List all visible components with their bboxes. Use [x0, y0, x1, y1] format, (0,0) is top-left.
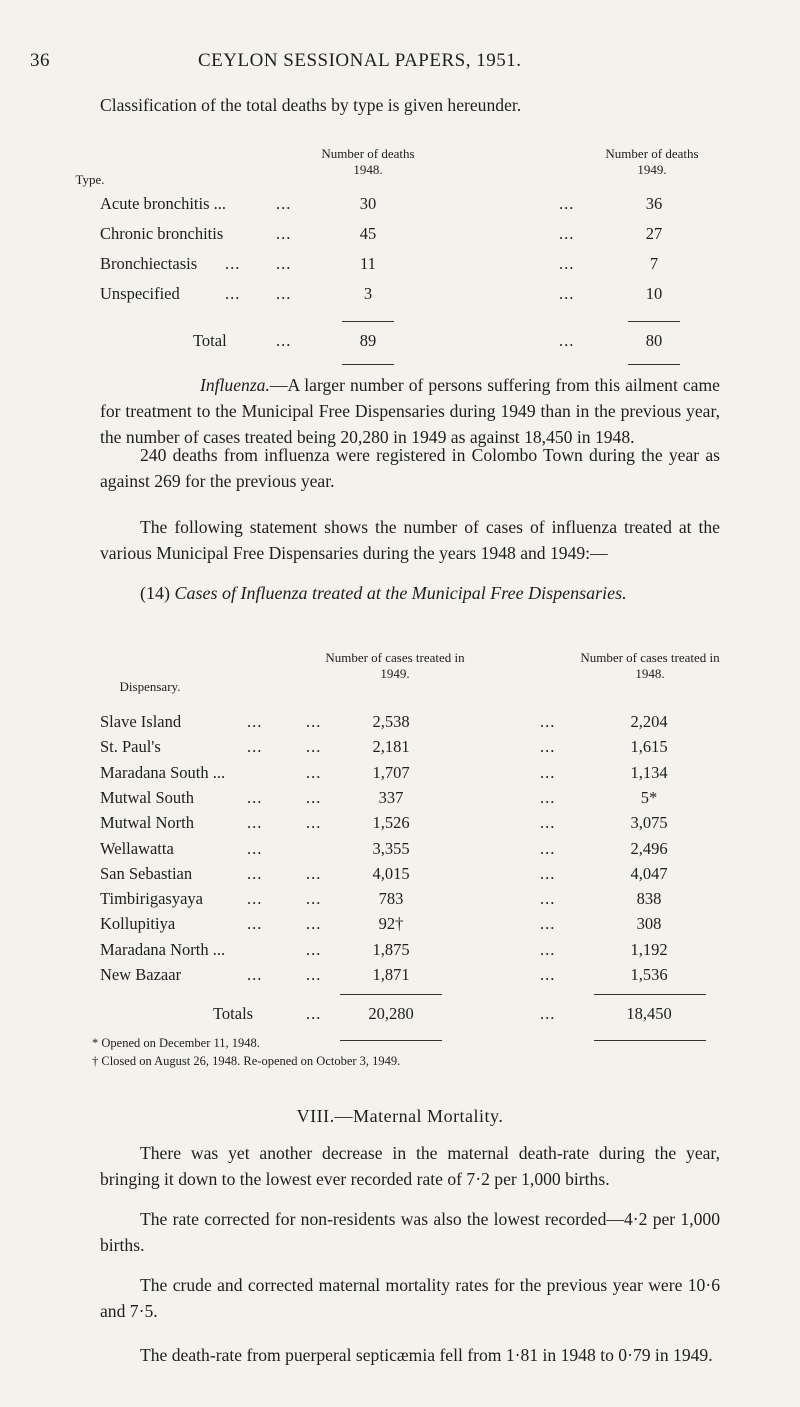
- leader-dots: ...: [306, 737, 322, 757]
- value-col1: 1,526: [372, 813, 410, 833]
- value-col1: 1,707: [372, 762, 410, 782]
- row-label: Maradana North ...: [100, 939, 226, 959]
- subtotal-rule-1948: [342, 321, 394, 322]
- row-label: Kollupitiya: [100, 914, 176, 934]
- statement-paragraph: The following statement shows the number of cases of influenza treated at the various Municipal Free Dispensaries during the years 1948 and 1949:—: [100, 517, 720, 563]
- maternal-paragraph-3: The crude and corrected maternal mortality rates for the previous year were 10·6 and 7·5.: [100, 1275, 720, 1321]
- page-header: [30, 50, 770, 80]
- row-label: Mutwal North: [100, 813, 194, 833]
- col-header-deaths-1948: Number of deaths 1948.: [321, 146, 415, 177]
- table-caption: Cases of Influenza treated at the Municipal Free Dispensaries.: [174, 583, 627, 603]
- value-col1: 4,015: [372, 863, 410, 883]
- col-header-cases-1948: Number of cases treated in 1948.: [580, 650, 720, 681]
- value-col2: 7: [649, 254, 659, 273]
- row-label: Bronchiectasis: [100, 254, 198, 273]
- leader-dots: ...: [540, 787, 556, 807]
- influenza-paragraph-text: —A larger number of persons suffering from this ailment came for treatment to the Municipal Free Dispensaries during 1949 than in the previous year, the number of cases treated being 20,280 in 1949 as against 18,450 in 1948.: [100, 375, 720, 447]
- page-number: 36: [30, 50, 50, 71]
- total-1949: 80: [645, 331, 663, 350]
- row-label: Maradana South ...: [100, 762, 226, 782]
- influenza-paragraph: [100, 372, 720, 450]
- leader-dots: ...: [276, 331, 292, 350]
- row-label: St. Paul's: [100, 737, 161, 757]
- col-header-dispensary: Dispensary.: [119, 679, 181, 694]
- value-col1: 337: [378, 787, 404, 807]
- value-col1: 11: [360, 254, 376, 273]
- value-col2: 2,204: [630, 712, 668, 731]
- leader-dots: ...: [559, 254, 575, 273]
- value-col2: 308: [636, 914, 662, 934]
- leader-dots: ...: [247, 965, 263, 984]
- leader-dots: ...: [276, 194, 292, 213]
- total-rule-1949: [628, 364, 680, 365]
- value-col2: 838: [636, 889, 662, 909]
- value-col1: 3,355: [372, 838, 410, 858]
- total-1948: 89: [359, 331, 377, 350]
- footnote-closed: † Closed on August 26, 1948. Re-opened on October 3, 1949.: [92, 1054, 401, 1068]
- leader-dots: ...: [247, 712, 263, 731]
- col-header-cases-1949: Number of cases treated in 1949.: [325, 650, 465, 681]
- value-col2: 1,615: [630, 737, 668, 757]
- totals-rule-1948: [594, 1040, 706, 1041]
- leader-dots: ...: [540, 914, 556, 934]
- leader-dots: ...: [540, 762, 556, 782]
- leader-dots: ...: [247, 914, 263, 934]
- row-label: San Sebastian: [100, 863, 193, 883]
- leader-dots: ...: [306, 813, 322, 833]
- leader-dots: ...: [306, 787, 322, 807]
- leader-dots: ...: [540, 712, 556, 731]
- leader-dots: ...: [247, 889, 263, 909]
- value-col2: 4,047: [630, 863, 668, 883]
- value-col1: 30: [359, 194, 377, 213]
- value-col2: 36: [645, 194, 663, 213]
- leader-dots: ...: [276, 254, 292, 273]
- section-heading: VIII.—Maternal Mortality.: [296, 1106, 504, 1126]
- totals-1948: 18,450: [626, 1004, 672, 1023]
- col-header-deaths-1949: Number of deaths 1949.: [605, 146, 699, 177]
- leader-dots: ...: [225, 284, 241, 303]
- subtotal-rule-1949: [340, 994, 442, 995]
- leader-dots: ...: [306, 939, 322, 959]
- maternal-paragraph-4: The death-rate from puerperal septicæmia fell from 1·81 in 1948 to 0·79 in 1949.: [140, 1345, 713, 1365]
- row-label: New Bazaar: [100, 965, 182, 984]
- value-col2: 27: [645, 224, 663, 243]
- leader-dots: ...: [247, 787, 263, 807]
- row-label: Timbirigasyaya: [100, 889, 203, 909]
- leader-dots: ...: [276, 224, 292, 243]
- leader-dots: ...: [559, 194, 575, 213]
- row-label: Chronic bronchitis: [100, 224, 224, 243]
- leader-dots: ...: [225, 254, 241, 273]
- leader-dots: ...: [247, 863, 263, 883]
- leader-dots: ...: [306, 889, 322, 909]
- leader-dots: ...: [306, 863, 322, 883]
- leader-dots: ...: [540, 737, 556, 757]
- leader-dots: ...: [276, 284, 292, 303]
- leader-dots: ...: [540, 965, 556, 984]
- row-label: Acute bronchitis ...: [100, 194, 227, 213]
- leader-dots: ...: [306, 712, 322, 731]
- leader-dots: ...: [306, 965, 322, 984]
- leader-dots: ...: [540, 889, 556, 909]
- value-col1: 3: [363, 284, 373, 303]
- value-col1: 1,871: [372, 965, 410, 984]
- leader-dots: ...: [306, 914, 322, 934]
- leader-dots: ...: [306, 1004, 322, 1023]
- table-number: (14): [140, 583, 170, 603]
- value-col1: 1,875: [372, 939, 410, 959]
- totals-rule-1949: [340, 1040, 442, 1041]
- value-col1: 92†: [378, 914, 404, 934]
- intro-paragraph: Classification of the total deaths by type is given hereunder.: [100, 95, 522, 115]
- value-col2: 10: [645, 284, 663, 303]
- totals-label: Totals: [213, 1004, 254, 1023]
- leader-dots: ...: [540, 863, 556, 883]
- leader-dots: ...: [540, 1004, 556, 1023]
- maternal-paragraph-1: There was yet another decrease in the maternal death-rate during the year, bringing it down to the lowest ever recorded rate of 7·2 per 1,000 births.: [100, 1143, 720, 1189]
- total-rule-1948: [342, 364, 394, 365]
- value-col1: 2,181: [372, 737, 410, 757]
- total-label: Total: [193, 331, 227, 350]
- leader-dots: ...: [559, 331, 575, 350]
- leader-dots: ...: [247, 737, 263, 757]
- deaths-paragraph: 240 deaths from influenza were registered in Colombo Town during the year as against 269 for the previous year.: [100, 445, 720, 491]
- subtotal-rule-1948: [594, 994, 706, 995]
- value-col1: 45: [359, 224, 377, 243]
- value-col2: 1,536: [630, 965, 668, 984]
- leader-dots: ...: [559, 224, 575, 243]
- value-col2: 3,075: [630, 813, 668, 833]
- leader-dots: ...: [306, 762, 322, 782]
- row-label: Mutwal South: [100, 787, 194, 807]
- col-header-type: Type.: [75, 172, 105, 187]
- running-title: CEYLON SESSIONAL PAPERS, 1951.: [198, 50, 522, 71]
- leader-dots: ...: [247, 813, 263, 833]
- value-col1: 783: [378, 889, 404, 909]
- leader-dots: ...: [540, 838, 556, 858]
- footnote-opened: * Opened on December 11, 1948.: [92, 1036, 260, 1050]
- influenza-heading: Influenza.: [200, 375, 270, 395]
- leader-dots: ...: [540, 813, 556, 833]
- row-label: Wellawatta: [100, 838, 174, 858]
- leader-dots: ...: [559, 284, 575, 303]
- value-col1: 2,538: [372, 712, 410, 731]
- row-label: Slave Island: [100, 712, 182, 731]
- value-col2: 2,496: [630, 838, 668, 858]
- row-label: Unspecified: [100, 284, 180, 303]
- maternal-paragraph-2: The rate corrected for non-residents was also the lowest recorded—4·2 per 1,000 births.: [100, 1209, 720, 1255]
- leader-dots: ...: [247, 838, 263, 858]
- value-col2: 1,134: [630, 762, 668, 782]
- totals-1949: 20,280: [368, 1004, 414, 1023]
- table-title: [140, 583, 627, 604]
- value-col2: 5*: [640, 787, 658, 807]
- leader-dots: ...: [540, 939, 556, 959]
- subtotal-rule-1949: [628, 321, 680, 322]
- value-col2: 1,192: [630, 939, 668, 959]
